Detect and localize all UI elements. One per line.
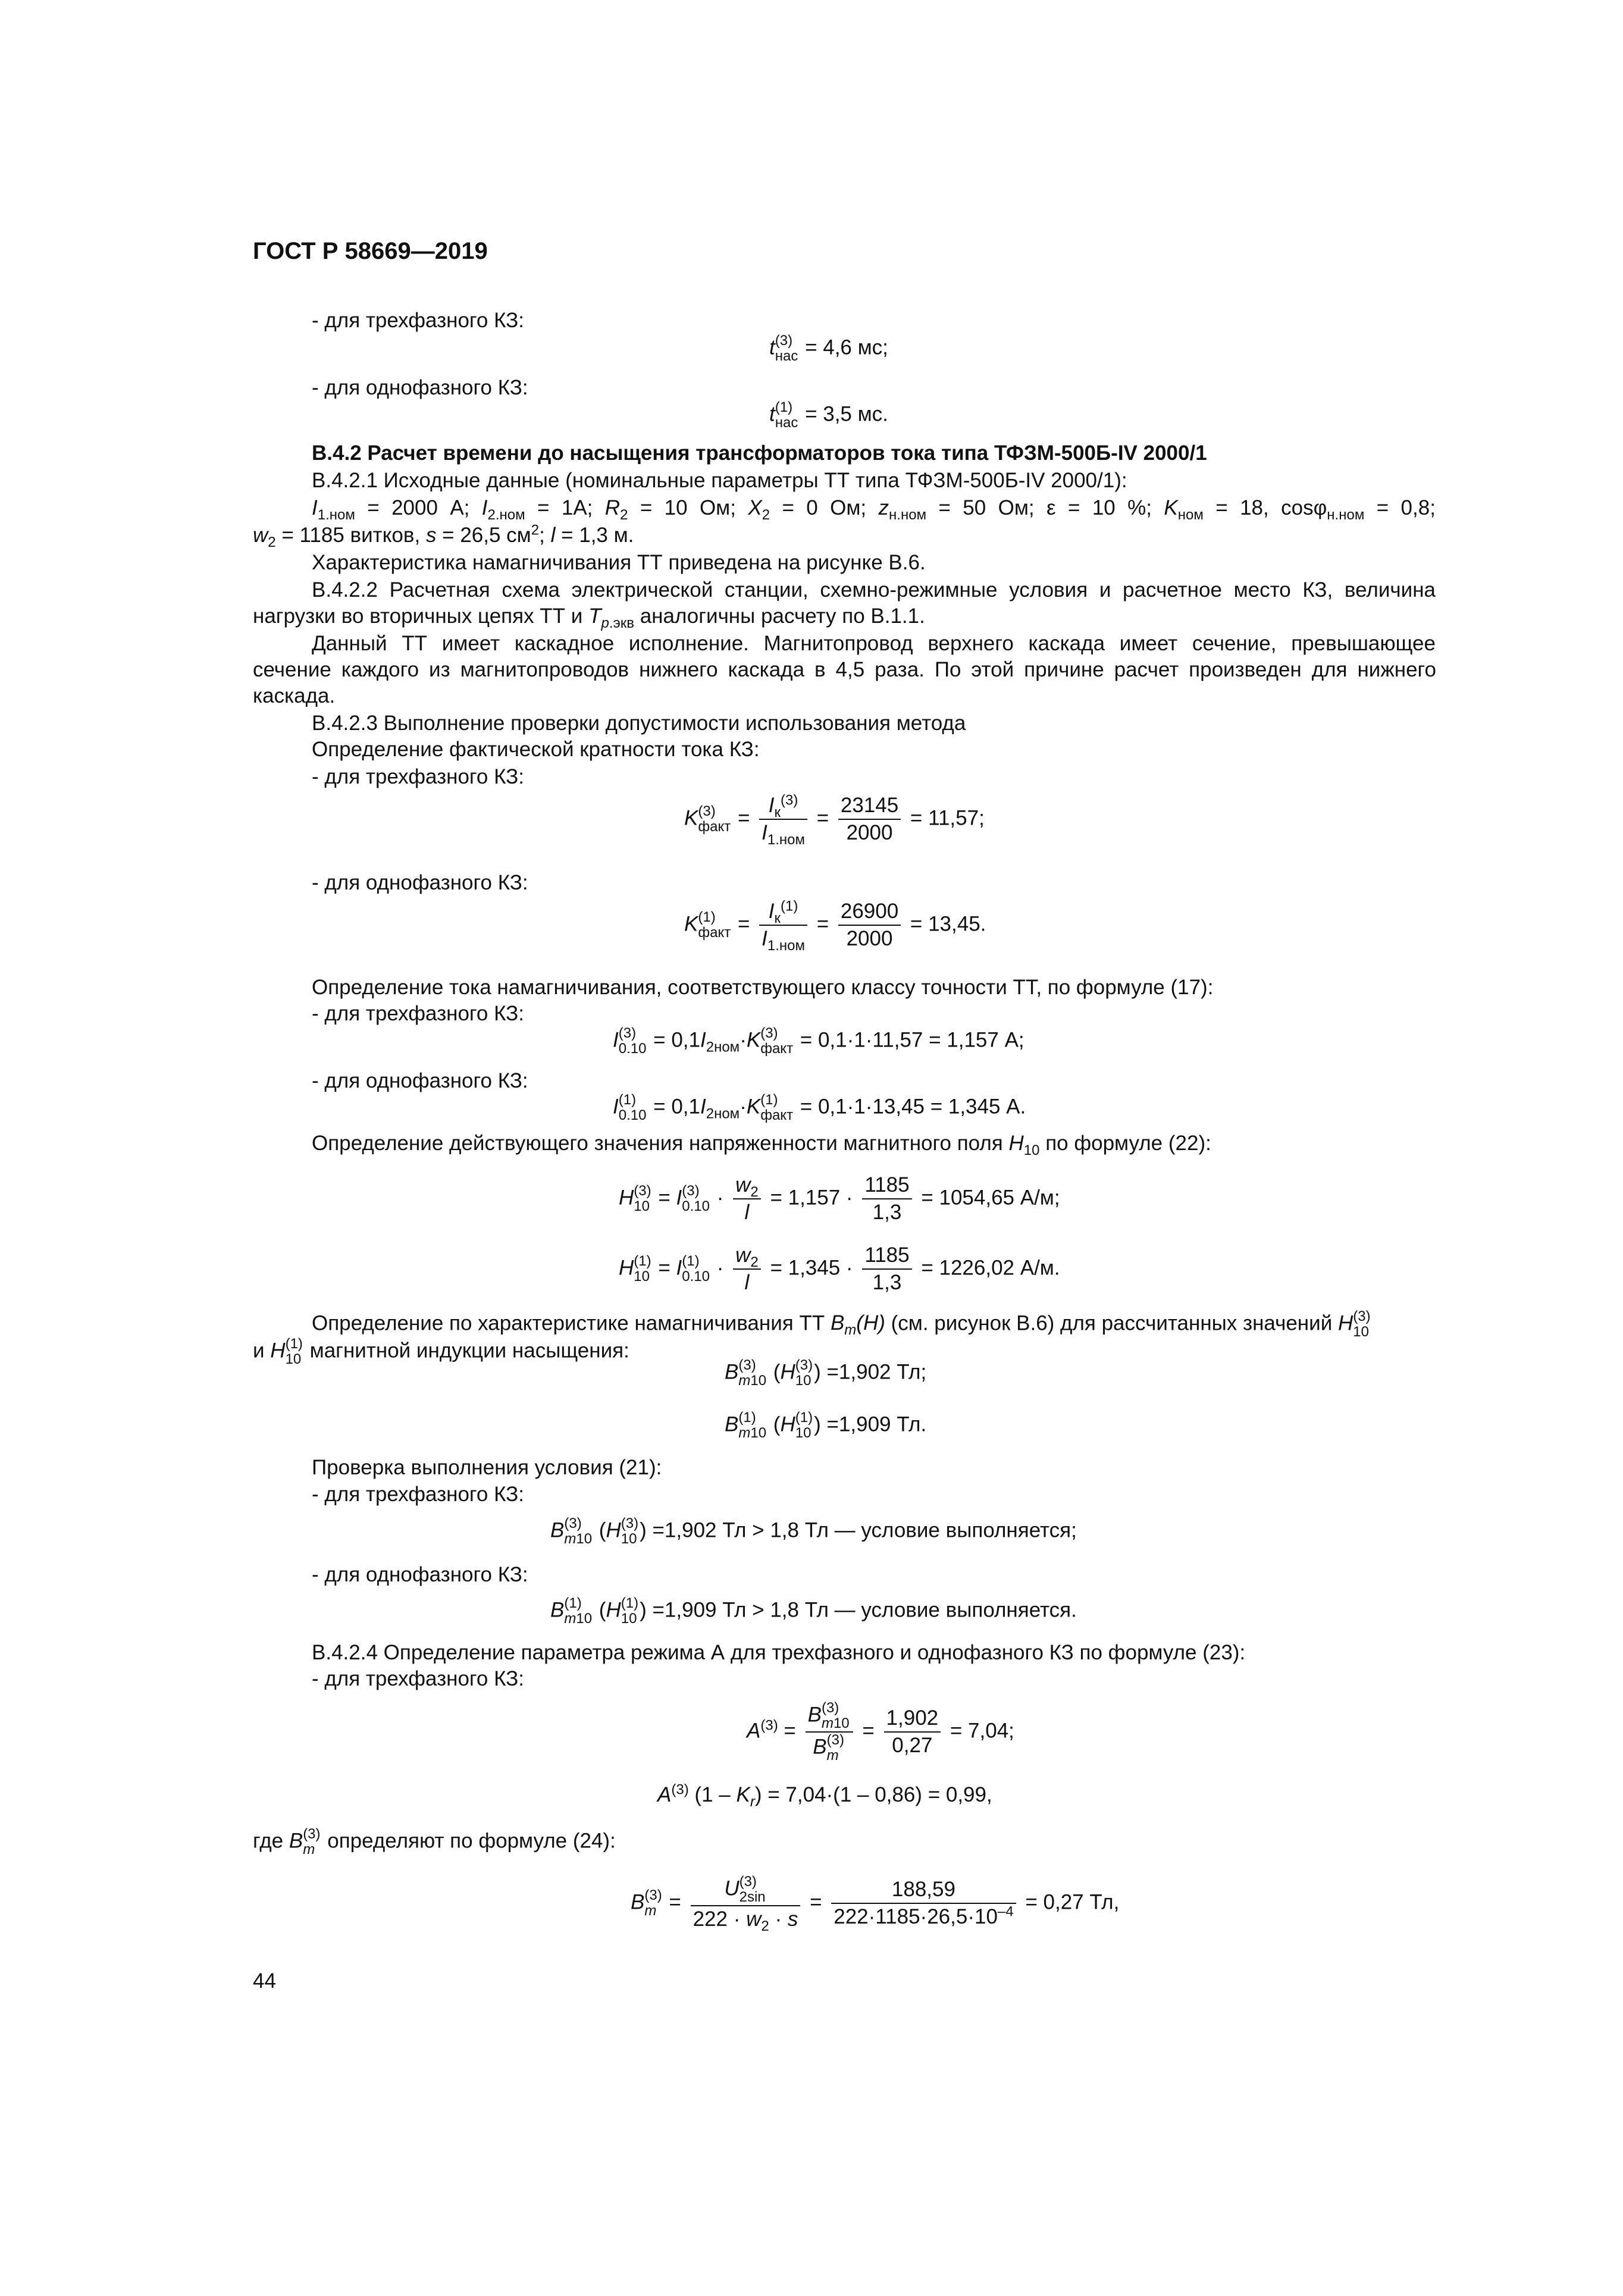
params-line1: $I_{1.ном} = 2000$ А; $I_{2.ном} = 1А$; $R_2 = 10$ Ом; $X_2 = 0$ Ом; $z_{н.ном} = 50$ Ом; ε = 10 %; $K_{ном} = 18$, cosφ$_{н.ном}$ = 0,8; — [312, 496, 1436, 523]
check-1: B (1) m10 (H (1) 10 ) =1,909 Тл > 1,8 Тл — условие выполняется. — [550, 1595, 1077, 1627]
bm10-1-value: B (1) m10 (H (1) 10 ) =1,909 Тл. — [725, 1409, 927, 1441]
k-fact-1-result: = 13,45. — [910, 912, 986, 936]
mag-current-text: Определение тока намагничивания, соответствующего классу точности ТТ, по формуле (17): — [312, 976, 1214, 999]
one-phase-label-2: - для однофазного КЗ: — [312, 871, 528, 894]
k-fact-1-formula: K (1) факт = $\frac{I_к^{(1)}}{I_{1.ном}}$ = $\frac{26900}{2000}$ = 13,45. — [684, 898, 986, 954]
fact-mult-text: Определение фактической кратности тока КЗ: — [312, 738, 760, 761]
cascade-line1: Данный ТТ имеет каскадное исполнение. Магнитопровод верхнего каскада имеет сечение, превышающее — [312, 632, 1436, 655]
i010-3-formula: I (3) 0.10 = $0,1I_{2ном}\cdot K$ (3) факт = 0,1·1·11,57 = 1,157 А; — [613, 1025, 1024, 1057]
i010-1-formula: I (1) 0.10 = $0,1I_{2ном}\cdot K$ (1) факт = 0,1·1·13,45 = 1,345 А. — [613, 1092, 1026, 1123]
params-line2: $w_2 = 1185$ витков, s = 26,5 $см^2$; l = 1,3 м. — [253, 522, 634, 550]
page-number: 44 — [253, 1969, 276, 1993]
b422-line2: нагрузки во вторичных цепях ТТ и $T_{р.экв}$ аналогичны расчету по В.1.1. — [253, 604, 925, 631]
a3-formula: $A^{(3)}$ = B (3) m10 B (3) m = $\frac{1,902}{0,27}$ = 7,04; — [747, 1700, 1014, 1763]
three-phase-label-4: - для трехфазного КЗ: — [312, 1483, 524, 1506]
section-title: В.4.2 Расчет времени до насыщения трансформаторов тока типа ТФЗМ-500Б-IV 2000/1 — [312, 441, 1207, 465]
a3-kr-formula: $A^{(3)}$ $(1 - K_r) = 7,04\cdot(1 - 0,86) = 0,99$, — [657, 1781, 992, 1810]
t-nas-3-equation: t (3) нас = 4,6 мс; — [769, 333, 888, 364]
one-phase-label-3: - для однофазного КЗ: — [312, 1069, 528, 1092]
h10-3-formula: H (3) 10 = I (3) 0.10 · $\frac{w_2}{l}$ = 1,157 · $\frac{1185}{1,3}$ = 1054,65 А/м; — [619, 1173, 1060, 1224]
b424-text: В.4.2.4 Определение параметра режима А для трехфазного и однофазного КЗ по формуле (23): — [312, 1641, 1246, 1664]
h10-1-formula: H (1) 10 = I (1) 0.10 · $\frac{w_2}{l}$ = 1,345 · $\frac{1185}{1,3}$ = 1226,02 А/м. — [619, 1243, 1060, 1294]
b423-text: В.4.2.3 Выполнение проверки допустимости использования метода — [312, 712, 966, 735]
t-nas-1-equation: t (1) нас = 3,5 мс. — [769, 399, 888, 431]
cascade-line3: каскада. — [253, 684, 336, 707]
check-3: B (3) m10 (H (3) 10 ) =1,902 Тл > 1,8 Тл — условие выполняется; — [550, 1515, 1077, 1547]
h-title: Определение действующего значения напряженности магнитного поля $H_{10}$ по формуле (22): — [312, 1132, 1211, 1158]
cascade-line2: сечение каждого из магнитопроводов нижнего каскада в 4,5 раза. По этой причине расчет произведен для нижнего — [253, 658, 1436, 681]
three-phase-label-5: - для трехфазного КЗ: — [312, 1667, 524, 1690]
bm-title-line1: Определение по характеристике намагничивания ТТ $B_m(H)$ (см. рисунок В.6) для рассчитанных значений H (3) 10 — [312, 1308, 1371, 1340]
k-fact-3-formula: K (3) факт = $\frac{I_к^{(3)}}{I_{1.ном}}$ = $\frac{23145}{2000}$ = 11,57; — [684, 792, 985, 848]
three-phase-label: - для трехфазного КЗ: — [312, 309, 524, 332]
b422-line1: В.4.2.2 Расчетная схема электрической станции, схемно-режимные условия и расчетное место КЗ, величина — [312, 578, 1436, 602]
where-text: где B (3) m определяют по формуле (24): — [253, 1826, 616, 1858]
bm-title-line2: и H (1) 10 магнитной индукции насыщения: — [253, 1336, 629, 1367]
t-nas-3-value: = 4,6 мс; — [805, 336, 888, 359]
one-phase-label: - для однофазного КЗ: — [312, 376, 528, 399]
three-phase-label-2: - для трехфазного КЗ: — [312, 765, 524, 788]
three-phase-label-3: - для трехфазного КЗ: — [312, 1002, 524, 1025]
characteristic-text: Характеристика намагничивания ТТ приведена на рисунке В.6. — [312, 551, 926, 574]
document-header: ГОСТ Р 58669—2019 — [253, 238, 488, 264]
one-phase-label-4: - для однофазного КЗ: — [312, 1563, 528, 1586]
bm3-formula: B (3) m = U (3) 2sin $222 \cdot w_2 \cdot s$ = $\frac{188,59}{222\cdot 1185\cdot 26,5\cdot 10^{-4}}$ = 0,27 Тл, — [631, 1874, 1120, 1934]
check-title: Проверка выполнения условия (21): — [312, 1456, 662, 1479]
bm10-3-value: B (3) m10 (H (3) 10 ) =1,902 Тл; — [725, 1357, 927, 1389]
t-nas-1-value: = 3,5 мс. — [805, 402, 888, 426]
b421-text: В.4.2.1 Исходные данные (номинальные параметры ТТ типа ТФЗМ-500Б-IV 2000/1): — [312, 469, 1127, 492]
k-fact-3-result: = 11,57; — [910, 806, 985, 830]
